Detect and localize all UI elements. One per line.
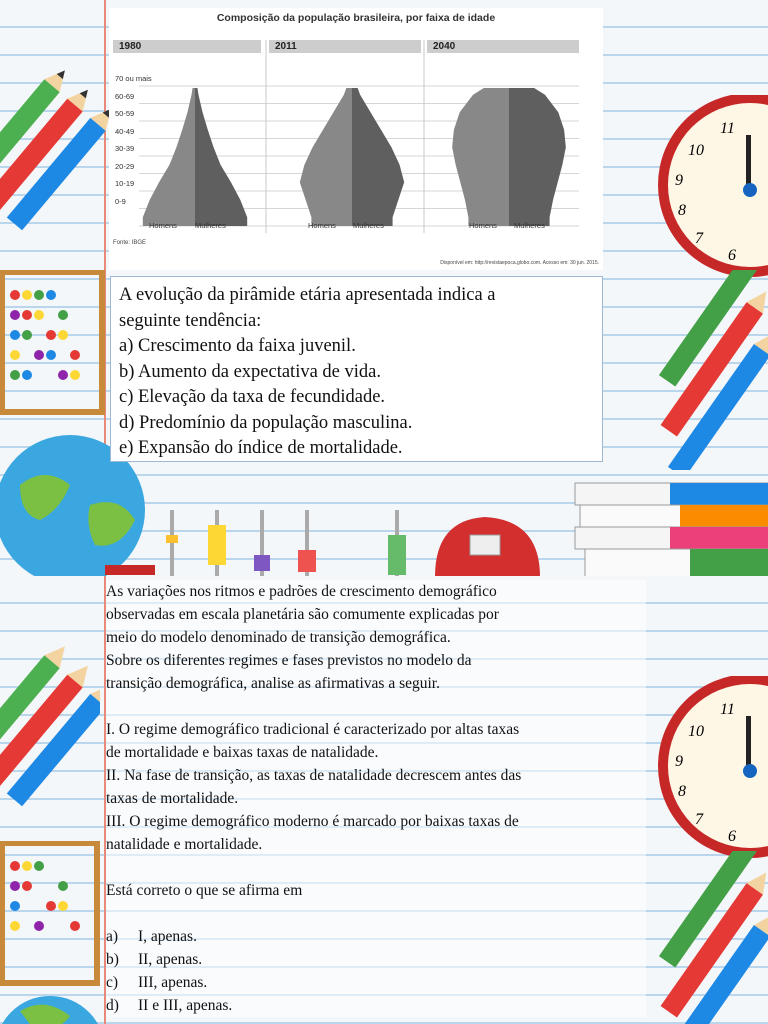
sex-label-male: Homens [308, 221, 336, 230]
chart-source: Fonte: IBGE [113, 240, 147, 246]
clock-illustration [650, 95, 768, 280]
question-2-text [106, 580, 646, 1017]
pyramid-male-1980 [143, 88, 195, 226]
question-1-option-e[interactable]: e) Expansão do índice de mortalidade. [119, 438, 403, 458]
abacus-illustration [0, 270, 105, 420]
question-1-option-d[interactable]: d) Predomínio da população masculina. [119, 412, 413, 433]
year-header-2040: 2040 [427, 40, 579, 53]
spacer [106, 695, 646, 718]
age-label: 0-9 [115, 196, 126, 206]
pencils-right-illustration [640, 851, 768, 1024]
question-1-stem-line: A evolução da pirâmide etária apresentada indica a [119, 285, 496, 305]
pencils-illustration [0, 60, 110, 260]
question-1-option-a[interactable]: a) Crescimento da faixa juvenil. [119, 336, 356, 356]
age-label: 30-39 [115, 144, 135, 153]
sex-label-female: Mulheres [353, 221, 384, 230]
population-pyramid-chart [109, 8, 603, 270]
pencils-right-illustration [640, 270, 768, 470]
svg-text:10: 10 [688, 723, 704, 740]
option-text: III, apenas. [138, 974, 208, 991]
books-illustration [570, 465, 768, 576]
option-letter: a) [106, 928, 119, 945]
pyramid-male-2040 [452, 88, 509, 226]
sex-label-female: Mulheres [514, 221, 545, 230]
year-header-2011: 2011 [269, 40, 421, 53]
option-text: I, apenas. [138, 928, 197, 945]
svg-text:10: 10 [688, 142, 704, 159]
age-label: 10-19 [115, 179, 135, 188]
svg-text:11: 11 [720, 120, 735, 137]
question-2-option-d[interactable] [106, 994, 646, 1017]
clock-illustration [650, 676, 768, 861]
question-2-prompt: Está correto o que se afirma em [106, 882, 303, 899]
chart-title: Composição da população brasileira, por faixa de idade [216, 12, 496, 24]
question-2-option-c[interactable] [106, 971, 646, 994]
slide-2 [0, 576, 768, 1024]
pyramid-female-1980 [195, 88, 247, 226]
question-2-intro-line: meio do modelo denominado de transição demográfica. [106, 629, 451, 646]
option-letter: c) [106, 974, 119, 991]
spacer [106, 856, 646, 879]
svg-text:8: 8 [678, 202, 686, 219]
svg-text:7: 7 [695, 230, 703, 247]
abacus-illustration [0, 841, 100, 991]
statement-line: taxas de mortalidade. [106, 790, 239, 807]
sex-label-male: Homens [149, 221, 177, 230]
statement-line: I. O regime demográfico tradicional é caracterizado por altas taxas [106, 721, 520, 738]
option-text: II e III, apenas. [138, 997, 233, 1014]
question-2-intro-line: transição demográfica, analise as afirmativas a seguir. [106, 675, 440, 692]
globe-illustration [0, 991, 100, 1024]
option-text: II, apenas. [138, 951, 203, 968]
statement-line: III. O regime demográfico moderno é marcado por baixas taxas de [106, 813, 519, 830]
age-label: 60-69 [115, 91, 135, 101]
pyramid-female-2011 [352, 88, 404, 226]
svg-text:6: 6 [728, 828, 736, 845]
year-header-1980: 1980 [113, 40, 261, 53]
pencils-illustration [0, 636, 100, 836]
svg-text:8: 8 [678, 783, 686, 800]
pyramid-plot-area [109, 8, 603, 270]
age-label: 50-59 [115, 109, 135, 118]
age-label: 20-29 [115, 161, 135, 171]
age-label: 70 ou mais [115, 74, 152, 83]
statement-line: de mortalidade e baixas taxas de natalidade. [106, 744, 379, 761]
option-letter: d) [106, 997, 119, 1014]
svg-text:9: 9 [675, 172, 683, 189]
age-label: 40-49 [115, 126, 135, 136]
svg-text:9: 9 [675, 753, 683, 770]
pyramid-male-2011 [300, 88, 352, 226]
question-1-option-b[interactable]: b) Aumento da expectativa de vida. [119, 361, 381, 382]
sex-label-male: Homens [469, 221, 497, 230]
question-2-intro-line: As variações nos ritmos e padrões de crescimento demográfico [106, 583, 497, 600]
svg-text:6: 6 [728, 247, 736, 264]
svg-text:7: 7 [695, 811, 703, 828]
question-2-intro-line: Sobre os diferentes regimes e fases previstos no modelo da [106, 652, 472, 669]
question-2-option-a[interactable] [106, 925, 646, 948]
statement-line: II. Na fase de transição, as taxas de natalidade decrescem antes das [106, 767, 522, 784]
chart-availability-note: Disponível em: http://revistaepoca.globo.com. Acesso em: 30 jun. 2015. [440, 260, 599, 266]
option-letter: b) [106, 951, 119, 968]
spacer [106, 902, 646, 925]
question-1-option-c[interactable]: c) Elevação da taxa de fecundidade. [119, 387, 386, 407]
svg-text:11: 11 [720, 701, 735, 718]
pyramid-female-2040 [509, 88, 566, 226]
sex-label-female: Mulheres [195, 221, 226, 230]
question-1-stem-line: seguinte tendência: [119, 310, 262, 331]
counting-rods-illustration [160, 505, 420, 576]
question-1-box [110, 276, 603, 462]
statement-line: natalidade e mortalidade. [106, 836, 263, 853]
question-2-intro-line: observadas em escala planetária são comumente explicadas por [106, 606, 499, 623]
question-2-option-b[interactable] [106, 948, 646, 971]
schoolbag-illustration [415, 505, 555, 576]
